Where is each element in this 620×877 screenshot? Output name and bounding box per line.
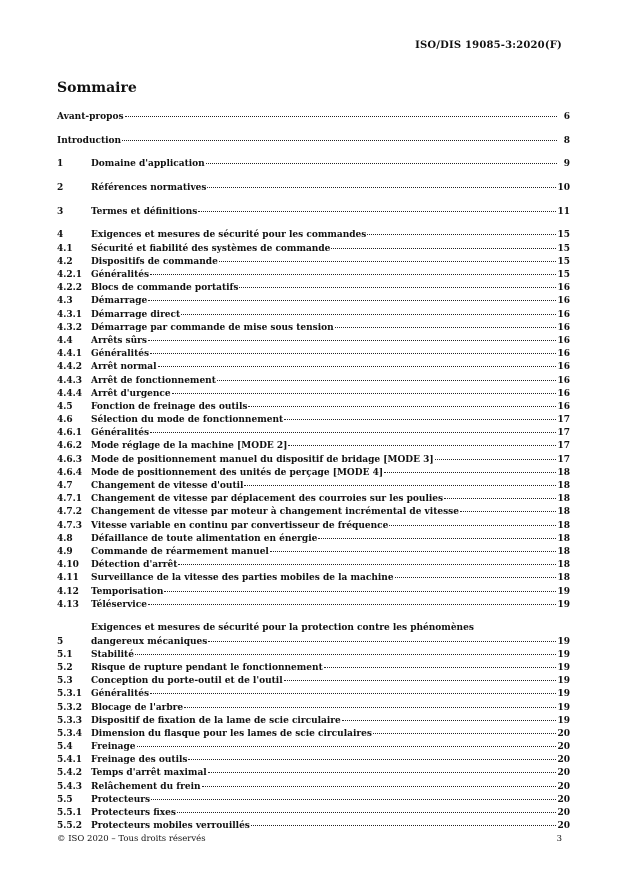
- dot-leader: [151, 799, 556, 800]
- toc-entry-number: 5.2: [57, 662, 73, 673]
- toc-entry-page: 18: [557, 546, 570, 557]
- toc-entry-number: 5.4.2: [57, 768, 83, 779]
- toc-entry-number: 5.5: [57, 794, 73, 805]
- toc-entry-page: 8: [563, 135, 570, 146]
- toc-entry-label: Mode de positionnement des unités de perçage [MODE 4]: [91, 467, 384, 478]
- toc-entry-label: Protecteurs mobiles verrouillés: [91, 821, 250, 832]
- toc-entry-page: 19: [557, 689, 570, 700]
- toc-entry-number: 4.4.1: [57, 349, 83, 360]
- toc-entry-number: 4.4.3: [57, 375, 83, 386]
- toc-entry[interactable]: [57, 454, 570, 467]
- toc-entry-page: 18: [557, 467, 570, 478]
- toc-entry[interactable]: [57, 728, 570, 741]
- dot-leader: [148, 340, 557, 341]
- toc-entry-number: 5.3.3: [57, 715, 83, 726]
- toc-entry[interactable]: [57, 794, 570, 807]
- toc-entry-number: 4.8: [57, 533, 73, 544]
- toc-entry-number: 5.5.1: [57, 808, 83, 819]
- toc-entry[interactable]: [57, 533, 570, 546]
- toc-entry-page: 18: [557, 573, 570, 584]
- toc-entry-number: 3: [57, 206, 64, 217]
- dot-leader: [137, 746, 557, 747]
- toc-entry-page: 19: [557, 702, 570, 713]
- dot-leader: [135, 654, 557, 655]
- toc-entry-number: 4.12: [57, 586, 79, 597]
- toc-entry-page: 19: [557, 662, 570, 673]
- toc-entry-label: Exigences et mesures de sécurité pour les commandes: [91, 230, 367, 241]
- dot-leader: [207, 187, 556, 188]
- toc-entry[interactable]: [57, 375, 570, 388]
- dot-leader: [389, 525, 556, 526]
- dot-leader: [324, 667, 557, 668]
- dot-leader: [177, 812, 557, 813]
- dot-leader: [208, 772, 557, 773]
- toc-entry-label: Risque de rupture pendant le fonctionnement: [91, 662, 323, 673]
- toc-entry-label: Changement de vitesse d'outil: [91, 481, 244, 491]
- toc-entry-page: 16: [557, 349, 570, 360]
- toc-entry-page: 20: [557, 781, 570, 792]
- dot-leader: [244, 485, 556, 486]
- dot-leader: [288, 445, 556, 446]
- toc-entry-page: 9: [563, 159, 570, 170]
- dot-leader: [284, 680, 557, 681]
- toc-entry[interactable]: [57, 622, 570, 648]
- toc-entry-number: 4.6.2: [57, 441, 83, 452]
- toc-entry-label: dangereux mécaniques: [91, 636, 208, 647]
- dot-leader: [444, 498, 556, 499]
- dot-leader: [367, 234, 556, 235]
- dot-leader: [125, 116, 557, 117]
- toc-entry-page: 20: [557, 821, 570, 832]
- dot-leader: [284, 419, 556, 420]
- toc-entry[interactable]: [57, 335, 570, 348]
- toc-entry-label: Références normatives: [91, 183, 207, 194]
- toc-entry[interactable]: [57, 781, 570, 794]
- toc-entry[interactable]: [57, 295, 570, 308]
- dot-leader: [150, 693, 556, 694]
- toc-entry-label: Démarrage: [91, 296, 148, 307]
- toc-entry[interactable]: [57, 599, 570, 612]
- toc-entry[interactable]: [57, 282, 570, 295]
- toc-entry-label: Fonction de freinage des outils: [91, 401, 248, 412]
- toc-entry-label: Changement de vitesse par moteur à changement incrémental de vitesse: [91, 507, 459, 518]
- toc-entry-label: Dispositif de fixation de la lame de scie circulaire: [91, 715, 341, 726]
- toc-entry-number: 4: [57, 230, 64, 241]
- dot-leader: [148, 604, 557, 605]
- toc-entry-page: 11: [557, 206, 570, 217]
- dot-leader: [217, 380, 557, 381]
- toc-entry-number: 4.4: [57, 335, 73, 346]
- dot-leader: [335, 327, 557, 328]
- toc-entry[interactable]: [57, 506, 570, 519]
- toc-entry-page: 18: [557, 494, 570, 505]
- toc-entry-number: 4.9: [57, 546, 73, 557]
- toc-entry-page: 16: [557, 283, 570, 294]
- toc-entry-page: 16: [557, 309, 570, 320]
- toc-entry-page: 20: [557, 742, 570, 753]
- toc-entry-page: 17: [557, 415, 570, 426]
- dot-leader: [318, 538, 556, 539]
- toc-entry-label: Avant-propos: [57, 112, 124, 122]
- footer-page-number: 3: [556, 834, 562, 844]
- toc-entry-page: 18: [557, 507, 570, 518]
- toc-entry-label: Blocs de commande portatifs: [91, 283, 239, 294]
- dot-leader: [181, 314, 556, 315]
- dot-leader: [202, 786, 557, 787]
- toc-entry-number: 5.4.3: [57, 781, 83, 792]
- toc-entry-page: 10: [557, 183, 570, 194]
- dot-leader: [384, 472, 556, 473]
- toc-entry-number: 5: [57, 636, 64, 647]
- dot-leader: [178, 564, 556, 565]
- toc-entry[interactable]: [57, 348, 570, 361]
- toc-entry-label: Démarrage par commande de mise sous tension: [91, 322, 334, 333]
- toc-entry-label-line1: Exigences et mesures de sécurité pour la protection contre les phénomènes: [91, 623, 474, 634]
- toc-entry-label: Temps d'arrêt maximal: [91, 768, 207, 779]
- toc-entry-page: 16: [557, 401, 570, 412]
- toc-entry-page: 16: [557, 362, 570, 373]
- toc-entry-number: 5.4.1: [57, 755, 83, 766]
- dot-leader: [248, 406, 556, 407]
- toc-entry-page: 6: [563, 112, 570, 122]
- toc-entry-label: Domaine d'application: [91, 159, 205, 170]
- dot-leader: [164, 591, 556, 592]
- toc-entry-label: Généralités: [91, 689, 150, 700]
- toc-entry-number: 4.6: [57, 415, 73, 426]
- toc-entry-number: 4.3.2: [57, 322, 83, 333]
- table-of-contents: [57, 111, 570, 833]
- toc-entry-page: 18: [557, 560, 570, 571]
- toc-entry-label: Dimension du flasque pour les lames de scie circulaires: [91, 728, 372, 739]
- toc-entry-number: 4.2: [57, 256, 73, 267]
- dot-leader: [122, 140, 557, 141]
- toc-entry-page: 18: [557, 520, 570, 531]
- toc-entry-page: 19: [557, 676, 570, 687]
- footer-copyright: © ISO 2020 – Tous droits réservés: [57, 834, 206, 844]
- dot-leader: [251, 825, 557, 826]
- toc-entry-label: Termes et définitions: [91, 206, 198, 217]
- dot-leader: [206, 163, 557, 164]
- toc-entry-label: Freinage: [91, 742, 136, 753]
- toc-entry-number: 5.3.4: [57, 728, 83, 739]
- toc-entry[interactable]: [57, 493, 570, 506]
- toc-entry-page: 16: [557, 375, 570, 386]
- toc-entry-label: Changement de vitesse par déplacement des courroies sur les poulies: [91, 494, 444, 505]
- toc-entry-label: Arrêt de fonctionnement: [91, 375, 216, 386]
- toc-entry-page: 19: [557, 649, 570, 660]
- toc-entry-label: Défaillance de toute alimentation en énergie: [91, 533, 318, 544]
- toc-entry[interactable]: [57, 572, 570, 585]
- toc-entry-label: Arrêt normal: [91, 362, 157, 373]
- toc-entry[interactable]: [57, 158, 570, 171]
- dot-leader: [270, 551, 557, 552]
- toc-entry[interactable]: [57, 309, 570, 322]
- dot-leader: [342, 720, 557, 721]
- toc-entry-label: Surveillance de la vitesse des parties mobiles de la machine: [91, 573, 394, 584]
- toc-entry-label: Introduction: [57, 135, 122, 146]
- dot-leader: [331, 248, 556, 249]
- toc-entry-number: 4.7.2: [57, 507, 83, 518]
- toc-entry[interactable]: [57, 767, 570, 780]
- toc-entry[interactable]: [57, 546, 570, 559]
- toc-entry-page: 15: [557, 230, 570, 241]
- dot-leader: [150, 432, 556, 433]
- toc-entry[interactable]: [57, 480, 570, 493]
- toc-entry-label: Démarrage direct: [91, 309, 181, 320]
- dot-leader: [435, 459, 557, 460]
- toc-entry-label: Temporisation: [91, 586, 164, 597]
- toc-entry[interactable]: [57, 322, 570, 335]
- toc-entry-page: 19: [557, 586, 570, 597]
- document-identifier: ISO/DIS 19085-3:2020(F): [415, 40, 562, 51]
- toc-entry[interactable]: [57, 520, 570, 533]
- dot-leader: [198, 211, 556, 212]
- toc-entry-page: 16: [557, 335, 570, 346]
- toc-entry-page: 16: [557, 322, 570, 333]
- toc-entry-label: Relâchement du frein: [91, 781, 201, 792]
- toc-entry-page: 20: [557, 768, 570, 779]
- dot-leader: [158, 366, 557, 367]
- page-title: Sommaire: [57, 80, 137, 96]
- dot-leader: [188, 759, 556, 760]
- toc-entry-number: 4.2.2: [57, 283, 83, 294]
- toc-entry-number: 2: [57, 183, 64, 194]
- toc-entry[interactable]: [57, 182, 570, 195]
- toc-entry-label: Détection d'arrêt: [91, 560, 178, 571]
- toc-entry[interactable]: [57, 820, 570, 833]
- toc-entry[interactable]: [57, 754, 570, 767]
- toc-entry-number: 4.7.1: [57, 494, 83, 505]
- toc-entry[interactable]: [57, 702, 570, 715]
- toc-entry-page: 19: [557, 715, 570, 726]
- toc-entry-number: 4.13: [57, 599, 79, 610]
- toc-entry-number: 4.11: [57, 573, 79, 584]
- toc-entry-page: 20: [557, 808, 570, 819]
- toc-entry-number: 5.3.2: [57, 702, 83, 713]
- dot-leader: [172, 393, 557, 394]
- toc-entry[interactable]: [57, 269, 570, 282]
- dot-leader: [208, 641, 556, 642]
- toc-entry-label: Mode de positionnement manuel du dispositif de bridage [MODE 3]: [91, 454, 434, 465]
- toc-entry-label: Téléservice: [91, 599, 147, 610]
- toc-entry-label: Stabilité: [91, 649, 134, 660]
- toc-entry-number: 4.6.3: [57, 454, 83, 465]
- toc-entry-number: 5.1: [57, 649, 73, 660]
- dot-leader: [460, 511, 557, 512]
- toc-entry[interactable]: [57, 401, 570, 414]
- toc-entry[interactable]: [57, 243, 570, 256]
- toc-entry-page: 20: [557, 755, 570, 766]
- dot-leader: [150, 274, 556, 275]
- toc-entry-number: 1: [57, 159, 64, 170]
- toc-entry-page: 19: [557, 636, 570, 647]
- toc-entry-label: Arrêt d'urgence: [91, 388, 171, 399]
- toc-entry-number: 4.1: [57, 243, 73, 254]
- toc-entry-number: 4.3.1: [57, 309, 83, 320]
- toc-entry-number: 4.4.4: [57, 388, 83, 399]
- toc-entry-number: 4.7: [57, 481, 73, 491]
- toc-entry-page: 18: [557, 481, 570, 491]
- toc-entry-number: 4.2.1: [57, 270, 83, 280]
- dot-leader: [395, 577, 557, 578]
- toc-entry-page: 18: [557, 533, 570, 544]
- toc-entry-page: 20: [557, 794, 570, 805]
- toc-entry[interactable]: [57, 559, 570, 572]
- toc-entry[interactable]: [57, 361, 570, 374]
- toc-entry-page: 20: [557, 728, 570, 739]
- toc-entry[interactable]: [57, 256, 570, 269]
- toc-entry[interactable]: [57, 111, 570, 124]
- toc-entry-label: Conception du porte-outil et de l'outil: [91, 676, 283, 687]
- toc-entry[interactable]: [57, 675, 570, 688]
- toc-entry-label: Protecteurs: [91, 794, 151, 805]
- toc-entry-number: 5.5.2: [57, 821, 83, 832]
- toc-entry-label: Sélection du mode de fonctionnement: [91, 415, 284, 426]
- toc-entry[interactable]: [57, 135, 570, 148]
- toc-entry[interactable]: [57, 688, 570, 701]
- toc-entry-page: 15: [557, 256, 570, 267]
- dot-leader: [148, 300, 556, 301]
- toc-entry-label: Dispositifs de commande: [91, 256, 218, 267]
- toc-entry-label: Arrêts sûrs: [91, 335, 147, 346]
- toc-entry-page: 19: [557, 599, 570, 610]
- toc-entry-page: 17: [557, 441, 570, 452]
- dot-leader: [150, 353, 556, 354]
- toc-entry-page: 16: [557, 296, 570, 307]
- toc-entry[interactable]: [57, 229, 570, 242]
- toc-entry-page: 15: [557, 243, 570, 254]
- toc-entry[interactable]: [57, 440, 570, 453]
- toc-entry-label: Freinage des outils: [91, 755, 188, 766]
- toc-entry-number: 4.4.2: [57, 362, 83, 373]
- toc-entry[interactable]: [57, 427, 570, 440]
- toc-entry-page: 17: [557, 454, 570, 465]
- toc-entry-label: Généralités: [91, 270, 150, 280]
- toc-entry-page: 15: [557, 270, 570, 280]
- dot-leader: [373, 733, 557, 734]
- toc-entry[interactable]: [57, 649, 570, 662]
- dot-leader: [239, 287, 556, 288]
- toc-entry[interactable]: [57, 807, 570, 820]
- toc-entry-label: Généralités: [91, 349, 150, 360]
- toc-entry-number: 4.6.1: [57, 428, 83, 439]
- toc-entry[interactable]: [57, 467, 570, 480]
- toc-entry[interactable]: [57, 662, 570, 675]
- toc-entry-number: 4.6.4: [57, 467, 83, 478]
- toc-entry-number: 4.7.3: [57, 520, 83, 531]
- toc-entry-number: 4.10: [57, 560, 79, 571]
- toc-entry-label: Blocage de l'arbre: [91, 702, 184, 713]
- toc-entry-label: Protecteurs fixes: [91, 808, 176, 819]
- toc-entry[interactable]: [57, 715, 570, 728]
- toc-entry-number: 4.5: [57, 401, 73, 412]
- toc-entry[interactable]: [57, 414, 570, 427]
- toc-entry-number: 5.3: [57, 676, 73, 687]
- toc-entry[interactable]: [57, 586, 570, 599]
- toc-entry-page: 16: [557, 388, 570, 399]
- toc-entry-label: Généralités: [91, 428, 150, 439]
- toc-entry-number: 5.3.1: [57, 689, 83, 700]
- toc-entry[interactable]: [57, 388, 570, 401]
- toc-entry-label: Commande de réarmement manuel: [91, 546, 269, 557]
- toc-entry-number: 5.4: [57, 742, 73, 753]
- toc-entry-label: Vitesse variable en continu par convertisseur de fréquence: [91, 520, 389, 531]
- dot-leader: [184, 707, 556, 708]
- dot-leader: [219, 261, 557, 262]
- toc-entry[interactable]: [57, 206, 570, 219]
- toc-entry[interactable]: [57, 741, 570, 754]
- toc-entry-number: 4.3: [57, 296, 73, 307]
- toc-entry-label: Mode réglage de la machine [MODE 2]: [91, 441, 288, 452]
- toc-entry-label: Sécurité et fiabilité des systèmes de commande: [91, 243, 331, 254]
- toc-entry-page: 17: [557, 428, 570, 439]
